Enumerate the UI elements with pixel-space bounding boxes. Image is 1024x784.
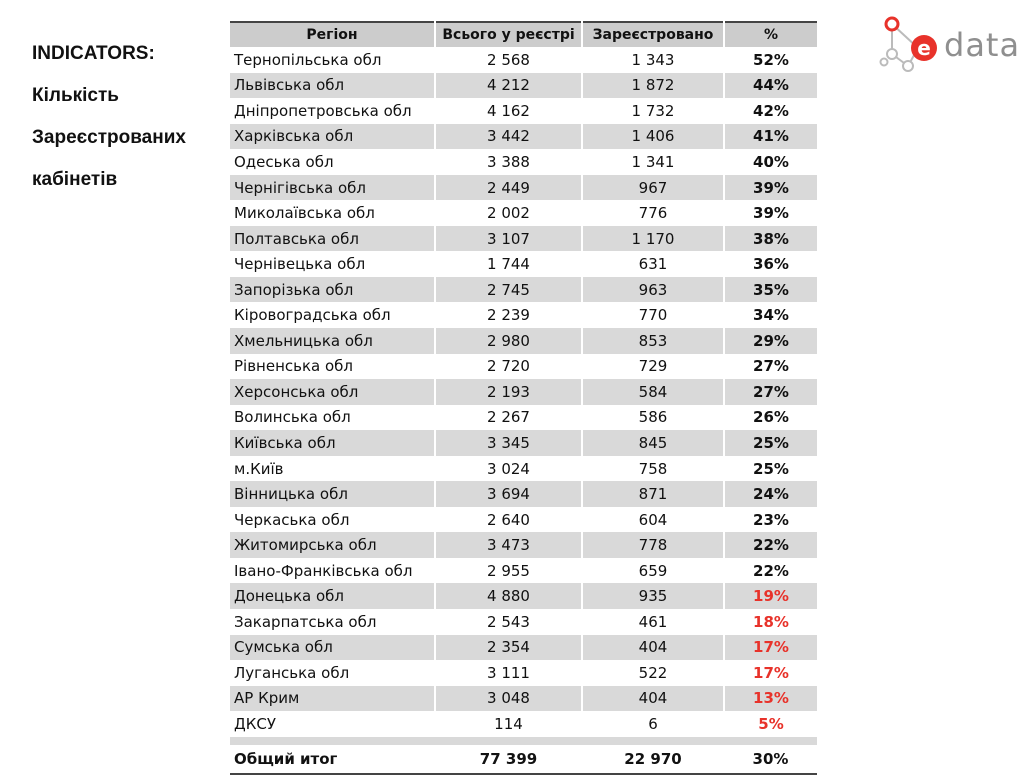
table-row xyxy=(230,200,817,226)
cell-percent: 13% xyxy=(724,686,817,712)
total-percent: 30% xyxy=(724,745,817,774)
table-row xyxy=(230,47,817,73)
cell-percent: 42% xyxy=(724,98,817,124)
table-row xyxy=(230,124,817,150)
slide-title xyxy=(32,44,222,212)
cell-total: 2 955 xyxy=(435,558,582,584)
cell-region: Вінницька обл xyxy=(230,481,435,507)
cell-registered: 1 170 xyxy=(582,226,724,252)
table-row xyxy=(230,328,817,354)
table-row xyxy=(230,583,817,609)
cell-registered: 404 xyxy=(582,686,724,712)
title-line-indicators: INDICATORS: xyxy=(32,43,155,64)
cell-region: Кіровоградська обл xyxy=(230,302,435,328)
cell-total: 4 880 xyxy=(435,583,582,609)
table-row xyxy=(230,686,817,712)
cell-percent: 27% xyxy=(724,379,817,405)
cell-registered: 584 xyxy=(582,379,724,405)
table-row xyxy=(230,532,817,558)
cell-registered: 963 xyxy=(582,277,724,303)
cell-region: Миколаївська обл xyxy=(230,200,435,226)
cell-total: 3 107 xyxy=(435,226,582,252)
logo-molecule-icon xyxy=(878,14,948,78)
cell-percent: 39% xyxy=(724,200,817,226)
cell-percent: 38% xyxy=(724,226,817,252)
cell-percent: 18% xyxy=(724,609,817,635)
cell-percent: 36% xyxy=(724,251,817,277)
table-row xyxy=(230,379,817,405)
cell-region: Луганська обл xyxy=(230,660,435,686)
logo-wordmark: data xyxy=(944,26,1021,64)
cell-registered: 729 xyxy=(582,354,724,380)
table-row xyxy=(230,635,817,661)
cell-registered: 770 xyxy=(582,302,724,328)
title-line-2: Кількість xyxy=(32,85,119,106)
cell-percent: 34% xyxy=(724,302,817,328)
cell-region: Київська обл xyxy=(230,430,435,456)
cell-total: 2 640 xyxy=(435,507,582,533)
cell-total: 1 744 xyxy=(435,251,582,277)
total-all: 77 399 xyxy=(435,745,582,774)
cell-registered: 776 xyxy=(582,200,724,226)
cell-registered: 586 xyxy=(582,405,724,431)
edata-logo xyxy=(878,14,1021,78)
cell-percent: 23% xyxy=(724,507,817,533)
table-row xyxy=(230,609,817,635)
cell-total: 114 xyxy=(435,711,582,737)
cell-registered: 461 xyxy=(582,609,724,635)
cell-total: 3 442 xyxy=(435,124,582,150)
cell-percent: 25% xyxy=(724,430,817,456)
header-percent: % xyxy=(724,22,817,47)
cell-percent: 39% xyxy=(724,175,817,201)
cell-percent: 26% xyxy=(724,405,817,431)
cell-percent: 25% xyxy=(724,456,817,482)
cell-region: Полтавська обл xyxy=(230,226,435,252)
cell-registered: 604 xyxy=(582,507,724,533)
header-region: Регіон xyxy=(230,22,435,47)
cell-registered: 1 343 xyxy=(582,47,724,73)
table-row xyxy=(230,354,817,380)
total-label: Общий итог xyxy=(230,745,435,774)
cell-registered: 404 xyxy=(582,635,724,661)
cell-registered: 522 xyxy=(582,660,724,686)
cell-region: Тернопільська обл xyxy=(230,47,435,73)
table-row xyxy=(230,405,817,431)
table-row xyxy=(230,149,817,175)
cell-percent: 17% xyxy=(724,660,817,686)
cell-total: 3 473 xyxy=(435,532,582,558)
table-total-row xyxy=(230,745,817,774)
cell-registered: 935 xyxy=(582,583,724,609)
cell-percent: 5% xyxy=(724,711,817,737)
cell-total: 3 388 xyxy=(435,149,582,175)
logo-badge-letter: e xyxy=(917,36,931,60)
cell-percent: 24% xyxy=(724,481,817,507)
cell-total: 3 345 xyxy=(435,430,582,456)
cell-total: 2 543 xyxy=(435,609,582,635)
cell-registered: 1 406 xyxy=(582,124,724,150)
cell-region: Харківська обл xyxy=(230,124,435,150)
cell-region: Закарпатська обл xyxy=(230,609,435,635)
cell-total: 4 212 xyxy=(435,73,582,99)
cell-total: 3 111 xyxy=(435,660,582,686)
cell-percent: 52% xyxy=(724,47,817,73)
cell-region: Івано-Франківська обл xyxy=(230,558,435,584)
cell-total: 2 980 xyxy=(435,328,582,354)
cell-region: Запорізька обл xyxy=(230,277,435,303)
cell-total: 3 024 xyxy=(435,456,582,482)
cell-registered: 1 732 xyxy=(582,98,724,124)
total-registered: 22 970 xyxy=(582,745,724,774)
cell-region: АР Крим xyxy=(230,686,435,712)
cell-percent: 41% xyxy=(724,124,817,150)
cell-region: Волинська обл xyxy=(230,405,435,431)
title-line-4: кабінетів xyxy=(32,169,118,190)
cell-total: 3 048 xyxy=(435,686,582,712)
cell-registered: 845 xyxy=(582,430,724,456)
cell-region: Чернівецька обл xyxy=(230,251,435,277)
cell-region: Одеська обл xyxy=(230,149,435,175)
cell-region: Донецька обл xyxy=(230,583,435,609)
cell-region: Хмельницька обл xyxy=(230,328,435,354)
cell-percent: 17% xyxy=(724,635,817,661)
cell-registered: 967 xyxy=(582,175,724,201)
cell-region: Львівська обл xyxy=(230,73,435,99)
table-row xyxy=(230,277,817,303)
cell-total: 4 162 xyxy=(435,98,582,124)
cell-percent: 22% xyxy=(724,558,817,584)
cell-percent: 29% xyxy=(724,328,817,354)
cell-total: 2 267 xyxy=(435,405,582,431)
cell-total: 2 568 xyxy=(435,47,582,73)
header-registered: Зареєстровано xyxy=(582,22,724,47)
cell-total: 2 720 xyxy=(435,354,582,380)
cell-region: м.Київ xyxy=(230,456,435,482)
header-total: Всього у реєстрі xyxy=(435,22,582,47)
cell-region: Черкаська обл xyxy=(230,507,435,533)
table-row xyxy=(230,98,817,124)
table-row xyxy=(230,456,817,482)
cell-registered: 1 341 xyxy=(582,149,724,175)
table-row xyxy=(230,430,817,456)
table-row xyxy=(230,226,817,252)
cell-registered: 1 872 xyxy=(582,73,724,99)
table-row xyxy=(230,175,817,201)
cell-region: Рівненська обл xyxy=(230,354,435,380)
cell-region: ДКСУ xyxy=(230,711,435,737)
cell-percent: 27% xyxy=(724,354,817,380)
cell-registered: 758 xyxy=(582,456,724,482)
table-row xyxy=(230,73,817,99)
cell-total: 2 449 xyxy=(435,175,582,201)
cell-registered: 871 xyxy=(582,481,724,507)
cell-total: 3 694 xyxy=(435,481,582,507)
cell-registered: 659 xyxy=(582,558,724,584)
table-row xyxy=(230,302,817,328)
cell-percent: 35% xyxy=(724,277,817,303)
table-spacer-row xyxy=(230,737,817,745)
cell-region: Херсонська обл xyxy=(230,379,435,405)
cell-region: Сумська обл xyxy=(230,635,435,661)
table-row xyxy=(230,660,817,686)
cell-total: 2 745 xyxy=(435,277,582,303)
cell-percent: 19% xyxy=(724,583,817,609)
cell-total: 2 239 xyxy=(435,302,582,328)
cell-total: 2 354 xyxy=(435,635,582,661)
registrations-table xyxy=(230,21,817,775)
cell-percent: 22% xyxy=(724,532,817,558)
cell-percent: 40% xyxy=(724,149,817,175)
table-row xyxy=(230,558,817,584)
cell-region: Дніпропетровська обл xyxy=(230,98,435,124)
cell-total: 2 193 xyxy=(435,379,582,405)
table-header-row xyxy=(230,22,817,47)
table-row xyxy=(230,711,817,737)
cell-region: Чернігівська обл xyxy=(230,175,435,201)
table-row xyxy=(230,251,817,277)
cell-registered: 853 xyxy=(582,328,724,354)
cell-total: 2 002 xyxy=(435,200,582,226)
cell-region: Житомирська обл xyxy=(230,532,435,558)
cell-registered: 631 xyxy=(582,251,724,277)
table-row xyxy=(230,481,817,507)
title-line-3: Зареєстрованих xyxy=(32,127,186,148)
cell-registered: 6 xyxy=(582,711,724,737)
cell-percent: 44% xyxy=(724,73,817,99)
table-row xyxy=(230,507,817,533)
cell-registered: 778 xyxy=(582,532,724,558)
